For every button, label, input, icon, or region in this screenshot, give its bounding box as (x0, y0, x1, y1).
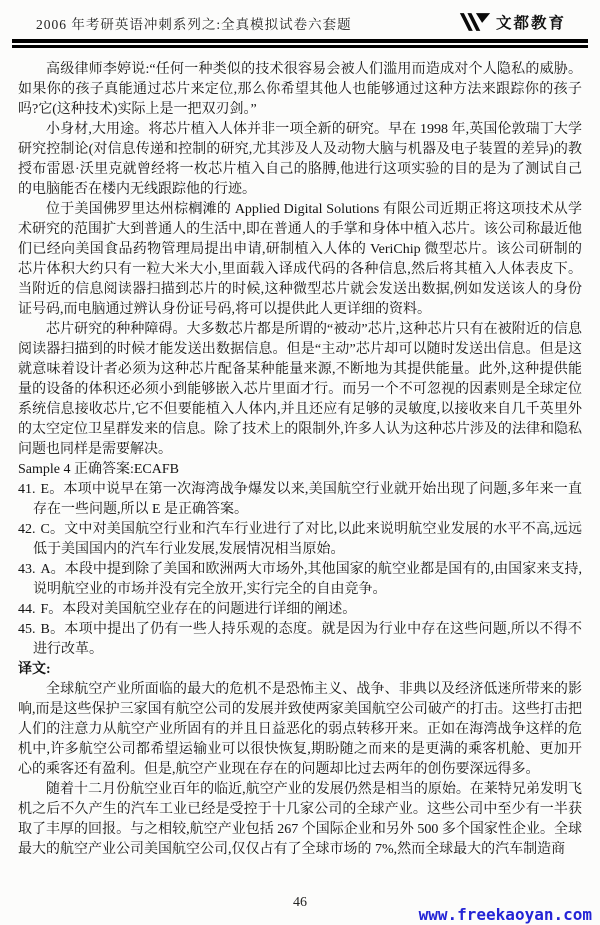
paragraph-chip-obstacles: 芯片研究的种种障碍。大多数芯片都是所谓的“被动”芯片,这种芯片只有在被附近的信息阅读器扫描到的时候才能发送出数据信息。但是“主动”芯片却可以随时发送出信息。但是这就意味着设计者必须为这种芯片配备某种能量来源,不断地为其提供能量。此外,这种提供能量的设备的体积还必须小到能够嵌入芯片里面才行。而另一个不可忽视的因素则是全球定位系统信息接收芯片,它不但要能植入人体内,并且还应有足够的灵敏度,以接收来自几千英里外的太空定位卫星群发来的信息。除了技术上的限制外,许多人认为这种芯片涉及的法律和隐私问题也同样是需要解决。 (18, 322, 582, 457)
paragraph-chip-history: 小身材,大用途。将芯片植入人体并非一项全新的研究。早在 1998 年,英国伦敦瑞丁大学研究控制论(对信息传递和控制的研究,尤其涉及人及动物大脑与机器及电子装置的差异)的教授布雷恩·沃里克就曾经将一枚芯片植入自己的胳膊,他进行这项实验的目的是为了测试自己的电脑能否在楼内无线跟踪他的行迹。 (18, 122, 582, 197)
explanation-number: 44. (18, 602, 36, 617)
paragraph-applied-digital: 位于美国佛罗里达州棕榈滩的 Applied Digital Solutions 有限公司近期正将这项技术从学术研究的范围扩大到普通人的生活中,即在普通人的手掌和身体中植入芯片。该公司称最近他们已经向美国食品药物管理局提出申请,研制植入人体的 VeriChip 微型芯片。该公司研制的芯片体积大约只有一粒大米大小,里面载入译成代码的各种信息,然后将其植入人体表皮下。当附近的信息阅读器扫描到芯片的时候,这种微型芯片就会发送出数据,例如发送该人的身份证号码,而电脑通过辨认身份证号码,将可以提供此人更详细的资料。 (18, 202, 582, 317)
explanation-text: B。本项中提出了仍有一些人持乐观的态度。就是因为行业中存在这些问题,所以不得不进行改革。 (33, 622, 582, 657)
explanation-number: 45. (18, 622, 36, 637)
brand-logo (459, 11, 566, 33)
page-body (0, 48, 600, 860)
explanation-item-44 (18, 600, 582, 620)
wendu-w-logo-icon (459, 12, 491, 32)
explanation-item-42 (18, 520, 582, 560)
explanation-item-41 (18, 480, 582, 520)
page-header (0, 0, 600, 36)
header-divider (12, 39, 588, 48)
explanation-text: F。本段对美国航空业存在的问题进行详细的阐述。 (40, 602, 357, 617)
site-url-link[interactable]: www.freekaoyan.com (418, 905, 592, 924)
explanation-text: C。文中对美国航空行业和汽车行业进行了对比,以此来说明航空业发展的水平不高,远远低于美国国内的汽车行业发展,发展情况相当原始。 (33, 522, 582, 557)
translation-paragraph-centennial: 随着十二月份航空业百年的临近,航空产业的发展仍然是相当的原始。在莱特兄弟发明飞机之后不久产生的汽车工业已经是受控于十几家公司的全球产业。这些公司中至少有一半获取了丰厚的回报。与之相较,航空产业包括 267 个国际企业和另外 500 多个国家性企业。全球最大的航空产业公司美国航空公司,仅仅占有了全球市场的 7%,然而全球最大的汽车制造商 (18, 782, 582, 857)
header-title: 2006 年考研英语冲刺系列之:全真模拟试卷六套题 (36, 17, 352, 32)
explanation-text: A。本段中提到除了美国和欧洲两大市场外,其他国家的航空业都是国有的,由国家来支持,说明航空业的市场并没有完全放开,实行完全的自由竞争。 (33, 562, 582, 597)
explanation-number: 42. (18, 522, 36, 537)
explanation-number: 41. (18, 482, 36, 497)
sample-answer-line: Sample 4 正确答案:ECAFB (18, 462, 180, 477)
translation-label: 译文: (18, 662, 51, 677)
explanation-item-43 (18, 560, 582, 600)
translation-paragraph-crisis: 全球航空产业所面临的最大的危机不是恐怖主义、战争、非典以及经济低迷所带来的影响,而是这些保护三家国有航空公司的发展并致使两家美国航空公司破产的打击。这些打击把人们的注意力从航空产业所固有的并且日益恶化的弱点转移开来。正如在海湾战争这样的危机中,许多航空公司都希望运输业可以很快恢复,期盼随之而来的是更满的乘客机舱、更加开心的乘客还有盈利。但是,航空产业现在存在的问题却比过去两年的创伤要深远得多。 (18, 682, 582, 777)
explanation-text: E。本项中说早在第一次海湾战争爆发以来,美国航空行业就开始出现了问题,多年来一直存在一些问题,所以 E 是正确答案。 (33, 482, 582, 517)
brand-name: 文都教育 (495, 15, 566, 32)
paragraph-lawyer-quote: 高级律师李婷说:“任何一种类似的技术很容易会被人们滥用而造成对个人隐私的威胁。如果你的孩子真能通过芯片来定位,那么你希望其他人也能够通过这种方法来跟踪你的孩子吗?它(这种技术)实际上是一把双刃剑。” (18, 62, 582, 117)
explanation-number: 43. (18, 562, 36, 577)
explanation-item-45 (18, 620, 582, 660)
page-number: 46 (293, 895, 307, 910)
